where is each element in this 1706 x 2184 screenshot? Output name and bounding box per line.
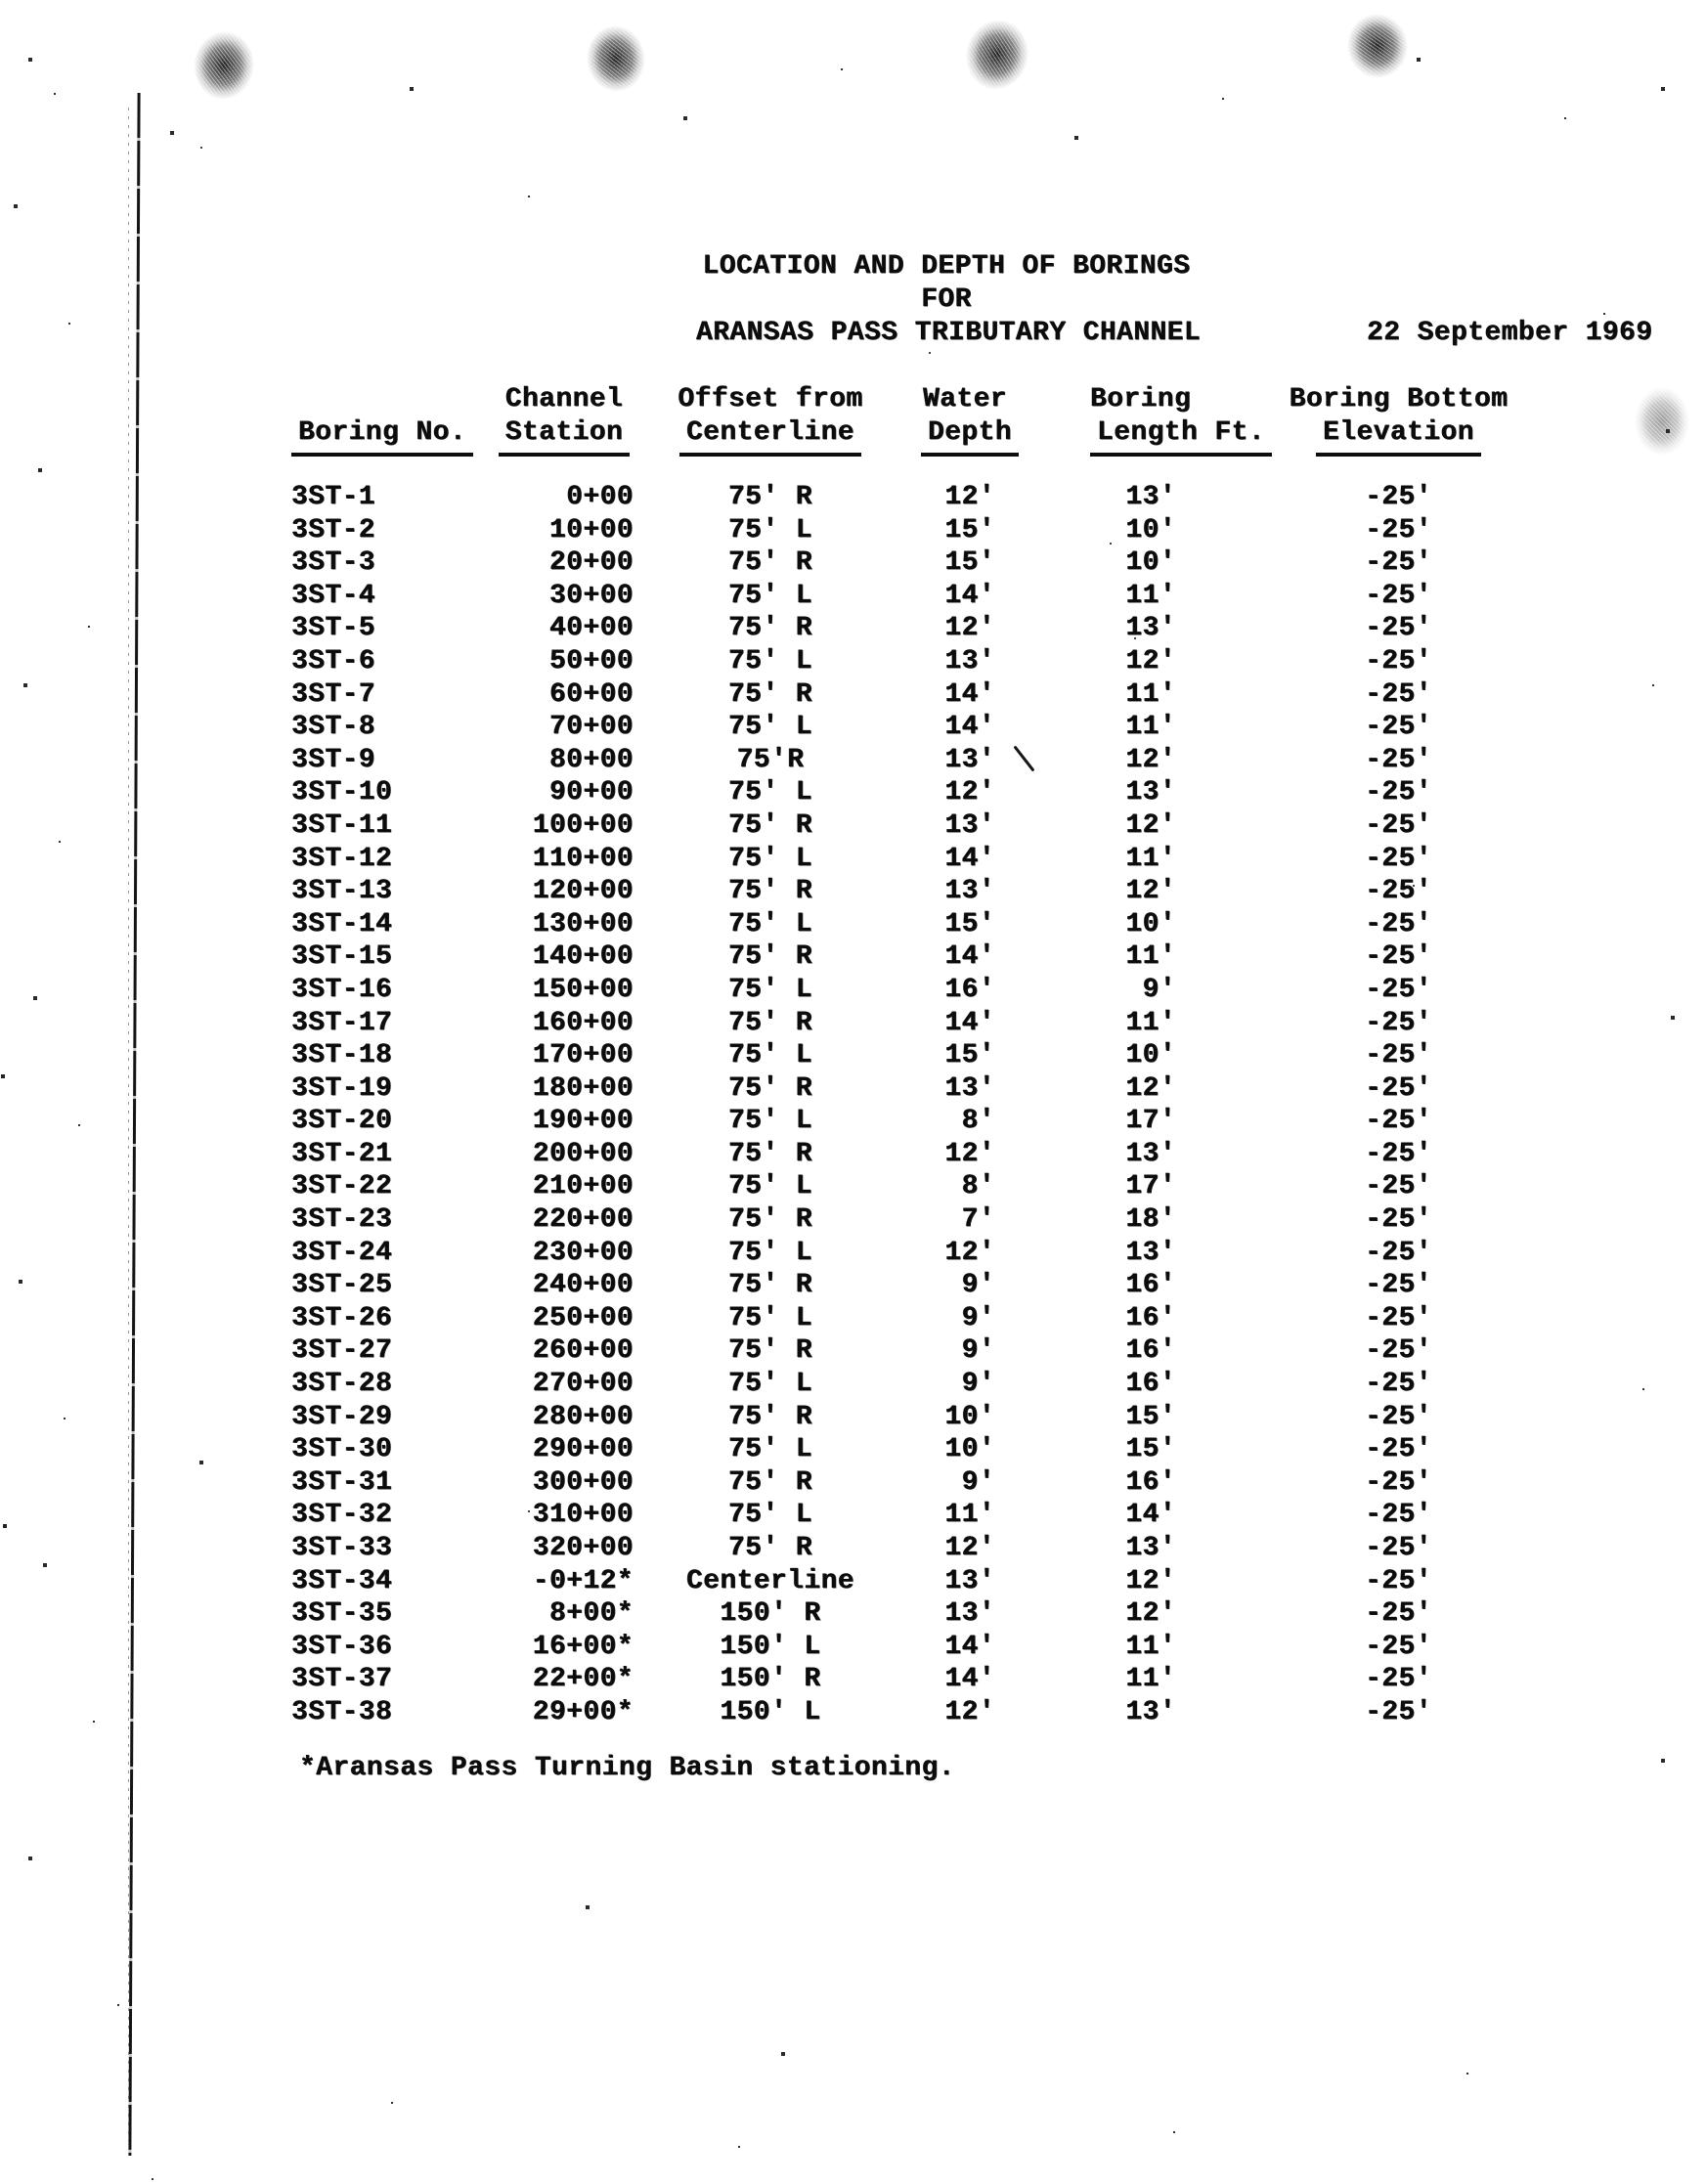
- cell-boring-bottom-elevation: -25': [1365, 613, 1432, 644]
- cell-boring-bottom-elevation: -25': [1365, 547, 1432, 579]
- table-row: [291, 1631, 1621, 1664]
- cell-boring-length: 13': [1125, 777, 1176, 808]
- cell-water-depth: 13': [944, 1072, 995, 1104]
- table-row: [291, 1334, 1621, 1368]
- cell-channel-station: 22+00*: [532, 1664, 634, 1695]
- cell-channel-station: 180+00: [532, 1072, 634, 1104]
- cell-boring-length: 11': [1125, 1631, 1176, 1662]
- table-row: [291, 1368, 1621, 1401]
- cell-water-depth: 8': [961, 1171, 995, 1202]
- cell-water-depth: 15': [944, 908, 995, 939]
- cell-offset-from-centerline: 75' R: [727, 876, 812, 907]
- cell-boring-bottom-elevation: -25': [1365, 1500, 1432, 1531]
- table-row: [291, 514, 1621, 547]
- cell-boring-no: 3ST-21: [291, 1138, 393, 1169]
- title-line-2: FOR: [921, 284, 972, 315]
- table-row: [291, 711, 1621, 744]
- cell-channel-station: 60+00: [548, 678, 634, 710]
- cell-offset-from-centerline: 75' L: [727, 712, 812, 743]
- header-boring-no: Boring No.: [291, 416, 467, 450]
- cell-offset-from-centerline: 75' R: [727, 613, 812, 644]
- cell-water-depth: 13': [944, 1598, 995, 1630]
- table-row: [291, 1302, 1621, 1335]
- cell-water-depth: 12': [944, 1533, 995, 1563]
- cell-boring-bottom-elevation: -25': [1365, 974, 1432, 1005]
- cell-boring-length: 10': [1125, 547, 1176, 579]
- cell-boring-no: 3ST-32: [291, 1500, 393, 1531]
- cell-channel-station: 29+00*: [532, 1696, 634, 1727]
- cell-boring-length: 9': [1142, 974, 1176, 1005]
- cell-channel-station: 50+00: [548, 645, 634, 677]
- cell-boring-no: 3ST-15: [291, 941, 393, 973]
- cell-offset-from-centerline: 75' R: [727, 1204, 812, 1236]
- cell-channel-station: -0+12*: [532, 1565, 634, 1596]
- cell-channel-station: 16+00*: [532, 1631, 634, 1662]
- document-date: 22 September 1969: [1367, 318, 1653, 348]
- cell-boring-bottom-elevation: -25': [1365, 712, 1432, 743]
- cell-boring-bottom-elevation: -25': [1365, 1434, 1432, 1465]
- header-water-line1: Water: [922, 384, 1007, 415]
- cell-channel-station: 220+00: [532, 1204, 634, 1236]
- cell-offset-from-centerline: 75' R: [727, 1533, 812, 1563]
- table-row: [291, 1597, 1621, 1631]
- cell-channel-station: 30+00: [548, 580, 634, 611]
- cell-offset-from-centerline: Centerline: [685, 1565, 855, 1596]
- cell-boring-bottom-elevation: -25': [1365, 1335, 1432, 1367]
- cell-water-depth: 13': [944, 1565, 995, 1596]
- cell-boring-bottom-elevation: -25': [1365, 1204, 1432, 1236]
- cell-boring-length: 12': [1125, 1565, 1176, 1596]
- cell-boring-length: 12': [1125, 809, 1176, 841]
- cell-boring-length: 12': [1125, 876, 1176, 907]
- cell-channel-station: 140+00: [532, 941, 634, 973]
- cell-boring-length: 10': [1125, 1040, 1176, 1071]
- cell-boring-no: 3ST-16: [291, 974, 393, 1005]
- cell-boring-bottom-elevation: -25': [1365, 1072, 1432, 1104]
- cell-water-depth: 15': [944, 547, 995, 579]
- table-row: [291, 875, 1621, 908]
- cell-channel-station: 80+00: [548, 744, 634, 775]
- cell-channel-station: 200+00: [532, 1138, 634, 1169]
- cell-boring-length: 13': [1125, 613, 1176, 644]
- cell-offset-from-centerline: 75' L: [727, 843, 812, 874]
- cell-water-depth: 15': [944, 1040, 995, 1071]
- scan-noise: [0, 0, 2, 2]
- cell-boring-bottom-elevation: -25': [1365, 809, 1432, 841]
- table-row: [291, 1466, 1621, 1500]
- table-row: [291, 1007, 1621, 1040]
- table-row: [291, 1663, 1621, 1696]
- cell-channel-station: 270+00: [532, 1369, 634, 1400]
- cell-boring-bottom-elevation: -25': [1365, 482, 1432, 512]
- table-row: [291, 940, 1621, 974]
- cell-boring-length: 18': [1125, 1204, 1176, 1236]
- cell-water-depth: 12': [944, 482, 995, 512]
- cell-offset-from-centerline: 75' R: [727, 809, 812, 841]
- table-row: [291, 612, 1621, 645]
- cell-boring-no: 3ST-19: [291, 1072, 393, 1104]
- cell-boring-no: 3ST-8: [291, 712, 376, 743]
- cell-channel-station: 290+00: [532, 1434, 634, 1465]
- cell-channel-station: 260+00: [532, 1335, 634, 1367]
- cell-boring-no: 3ST-12: [291, 843, 393, 874]
- cell-water-depth: 15': [944, 514, 995, 546]
- cell-channel-station: 250+00: [532, 1302, 634, 1333]
- header-boring-no-line1: [291, 383, 467, 416]
- cell-channel-station: 100+00: [532, 809, 634, 841]
- cell-channel-station: 130+00: [532, 908, 634, 939]
- cell-boring-bottom-elevation: -25': [1365, 1106, 1432, 1137]
- header-elevation: Elevation: [1176, 416, 1621, 450]
- cell-boring-length: 13': [1125, 1138, 1176, 1169]
- cell-boring-length: 13': [1125, 1696, 1176, 1727]
- scan-smudge: [959, 14, 1035, 96]
- header-offset: Centerline: [634, 416, 907, 450]
- cell-water-depth: 9': [961, 1270, 995, 1301]
- cell-boring-bottom-elevation: -25': [1365, 1401, 1432, 1432]
- cell-boring-length: 11': [1125, 1664, 1176, 1695]
- header-station-line1: Channel: [504, 384, 624, 415]
- cell-boring-no: 3ST-24: [291, 1237, 393, 1268]
- cell-water-depth: 8': [961, 1106, 995, 1137]
- cell-water-depth: 14': [944, 678, 995, 710]
- cell-boring-bottom-elevation: -25': [1365, 777, 1432, 808]
- table-row: [291, 744, 1621, 777]
- cell-channel-station: 160+00: [532, 1007, 634, 1038]
- cell-boring-length: 16': [1125, 1270, 1176, 1301]
- cell-channel-station: 190+00: [532, 1106, 634, 1137]
- cell-boring-bottom-elevation: -25': [1365, 744, 1432, 775]
- table-row: [291, 776, 1621, 809]
- header-offset-line1: Offset from: [678, 384, 863, 415]
- cell-offset-from-centerline: 75' L: [727, 645, 812, 677]
- header-length-line1: Boring: [1090, 384, 1192, 415]
- cell-boring-bottom-elevation: -25': [1365, 1369, 1432, 1400]
- cell-channel-station: 10+00: [548, 514, 634, 546]
- cell-offset-from-centerline: 75' L: [727, 1106, 812, 1137]
- cell-boring-no: 3ST-35: [291, 1598, 393, 1630]
- cell-channel-station: 120+00: [532, 876, 634, 907]
- document-title: [696, 250, 1202, 350]
- cell-offset-from-centerline: 75' R: [727, 1072, 812, 1104]
- table-row: [291, 678, 1621, 712]
- cell-boring-bottom-elevation: -25': [1365, 1302, 1432, 1333]
- table-row: [291, 1237, 1621, 1270]
- cell-boring-no: 3ST-17: [291, 1007, 393, 1038]
- cell-boring-no: 3ST-28: [291, 1369, 393, 1400]
- table-row: [291, 1138, 1621, 1171]
- cell-channel-station: 320+00: [532, 1533, 634, 1563]
- cell-offset-from-centerline: 75' L: [727, 1302, 812, 1333]
- cell-boring-no: 3ST-23: [291, 1204, 393, 1236]
- cell-channel-station: 8+00*: [548, 1598, 634, 1630]
- cell-boring-no: 3ST-26: [291, 1302, 393, 1333]
- cell-boring-no: 3ST-33: [291, 1533, 393, 1563]
- cell-offset-from-centerline: 75' L: [727, 1369, 812, 1400]
- cell-boring-no: 3ST-38: [291, 1696, 393, 1727]
- cell-water-depth: 9': [961, 1302, 995, 1333]
- cell-boring-no: 3ST-18: [291, 1040, 393, 1071]
- table-header-line-2: [291, 416, 1621, 450]
- cell-boring-bottom-elevation: -25': [1365, 1007, 1432, 1038]
- cell-boring-bottom-elevation: -25': [1365, 678, 1432, 710]
- cell-channel-station: 20+00: [548, 547, 634, 579]
- cell-offset-from-centerline: 75' R: [727, 941, 812, 973]
- cell-boring-length: 11': [1125, 843, 1176, 874]
- cell-boring-bottom-elevation: -25': [1365, 514, 1432, 546]
- cell-channel-station: 230+00: [532, 1237, 634, 1268]
- cell-offset-from-centerline: 75' R: [727, 1138, 812, 1169]
- table-row: [291, 1401, 1621, 1434]
- cell-boring-length: 14': [1125, 1500, 1176, 1531]
- cell-offset-from-centerline: 75' R: [727, 1270, 812, 1301]
- cell-boring-length: 15': [1125, 1401, 1176, 1432]
- table-row: [291, 580, 1621, 613]
- cell-boring-no: 3ST-7: [291, 678, 376, 710]
- cell-offset-from-centerline: 75' L: [727, 514, 812, 546]
- cell-channel-station: 110+00: [532, 843, 634, 874]
- cell-boring-no: 3ST-30: [291, 1434, 393, 1465]
- cell-water-depth: 14': [944, 1007, 995, 1038]
- cell-water-depth: 14': [944, 712, 995, 743]
- cell-boring-bottom-elevation: -25': [1365, 908, 1432, 939]
- cell-channel-station: 90+00: [548, 777, 634, 808]
- cell-boring-no: 3ST-22: [291, 1171, 393, 1202]
- cell-water-depth: 13': [944, 809, 995, 841]
- cell-boring-no: 3ST-34: [291, 1565, 393, 1596]
- header-elevation-line1: Boring Bottom: [1289, 384, 1509, 415]
- cell-boring-bottom-elevation: -25': [1365, 1565, 1432, 1596]
- cell-boring-length: 17': [1125, 1106, 1176, 1137]
- table-row: [291, 1433, 1621, 1466]
- table-row: [291, 1269, 1621, 1302]
- cell-boring-length: 12': [1125, 645, 1176, 677]
- cell-boring-bottom-elevation: -25': [1365, 1696, 1432, 1727]
- scan-smudge: [189, 27, 258, 104]
- table-header: [291, 383, 1621, 450]
- cell-boring-length: 11': [1125, 941, 1176, 973]
- cell-boring-length: 16': [1125, 1302, 1176, 1333]
- cell-channel-station: 0+00: [566, 482, 634, 512]
- cell-boring-bottom-elevation: -25': [1365, 1237, 1432, 1268]
- table-row: [291, 1499, 1621, 1532]
- cell-water-depth: 10': [944, 1434, 995, 1465]
- table-row: [291, 1203, 1621, 1237]
- cell-boring-length: 12': [1125, 744, 1176, 775]
- cell-offset-from-centerline: 75' R: [727, 1401, 812, 1432]
- cell-boring-bottom-elevation: -25': [1365, 1270, 1432, 1301]
- cell-water-depth: 9': [961, 1335, 995, 1367]
- table-row: [291, 1696, 1621, 1729]
- cell-water-depth: 13': [944, 876, 995, 907]
- cell-water-depth: 7': [961, 1204, 995, 1236]
- cell-offset-from-centerline: 75' R: [727, 678, 812, 710]
- cell-water-depth: 12': [944, 777, 995, 808]
- cell-water-depth: 9': [961, 1369, 995, 1400]
- cell-boring-no: 3ST-25: [291, 1270, 393, 1301]
- cell-channel-station: 240+00: [532, 1270, 634, 1301]
- cell-boring-no: 3ST-9: [291, 744, 376, 775]
- cell-offset-from-centerline: 150' L: [720, 1631, 821, 1662]
- cell-boring-length: 16': [1125, 1335, 1176, 1367]
- cell-boring-no: 3ST-36: [291, 1631, 393, 1662]
- cell-offset-from-centerline: 75' R: [727, 1335, 812, 1367]
- cell-water-depth: 14': [944, 1664, 995, 1695]
- cell-boring-no: 3ST-29: [291, 1401, 393, 1432]
- table-row: [291, 1105, 1621, 1138]
- cell-water-depth: 10': [944, 1401, 995, 1432]
- table-row: [291, 546, 1621, 580]
- cell-channel-station: 170+00: [532, 1040, 634, 1071]
- cell-boring-no: 3ST-2: [291, 514, 376, 546]
- cell-boring-length: 17': [1125, 1171, 1176, 1202]
- cell-offset-from-centerline: 75' R: [727, 482, 812, 512]
- cell-boring-bottom-elevation: -25': [1365, 1664, 1432, 1695]
- scan-smudge: [584, 22, 649, 95]
- cell-offset-from-centerline: 150' R: [720, 1598, 821, 1630]
- title-line-1: LOCATION AND DEPTH OF BORINGS: [702, 251, 1191, 282]
- cell-boring-no: 3ST-14: [291, 908, 393, 939]
- table-body: [291, 481, 1621, 1729]
- cell-water-depth: 9': [961, 1466, 995, 1498]
- cell-boring-bottom-elevation: -25': [1365, 1533, 1432, 1563]
- cell-offset-from-centerline: 75' L: [727, 580, 812, 611]
- cell-boring-length: 16': [1125, 1369, 1176, 1400]
- cell-offset-from-centerline: 75' L: [727, 1500, 812, 1531]
- cell-boring-bottom-elevation: -25': [1365, 580, 1432, 611]
- header-length: Length Ft.: [995, 416, 1176, 450]
- cell-boring-length: 16': [1125, 1466, 1176, 1498]
- cell-offset-from-centerline: 75' L: [727, 1040, 812, 1071]
- cell-channel-station: 70+00: [548, 712, 634, 743]
- table-row: [291, 1565, 1621, 1598]
- table-row: [291, 1072, 1621, 1106]
- cell-boring-length: 15': [1125, 1434, 1176, 1465]
- cell-boring-length: 12': [1125, 1598, 1176, 1630]
- cell-boring-bottom-elevation: -25': [1365, 1631, 1432, 1662]
- cell-offset-from-centerline: 75'R: [736, 744, 805, 775]
- cell-boring-length: 13': [1125, 1533, 1176, 1563]
- cell-boring-length: 13': [1125, 482, 1176, 512]
- cell-boring-bottom-elevation: -25': [1365, 1138, 1432, 1169]
- cell-water-depth: 13': [944, 744, 995, 775]
- cell-boring-no: 3ST-11: [291, 809, 393, 841]
- cell-boring-length: 12': [1125, 1072, 1176, 1104]
- cell-water-depth: 14': [944, 843, 995, 874]
- cell-offset-from-centerline: 150' L: [720, 1696, 821, 1727]
- table-header-line-1: [291, 383, 1621, 416]
- table-row: [291, 974, 1621, 1007]
- table-row: [291, 1532, 1621, 1565]
- cell-boring-length: 10': [1125, 908, 1176, 939]
- cell-channel-station: 210+00: [532, 1171, 634, 1202]
- cell-offset-from-centerline: 75' L: [727, 1434, 812, 1465]
- cell-boring-no: 3ST-5: [291, 613, 376, 644]
- cell-boring-no: 3ST-37: [291, 1664, 393, 1695]
- table-row: [291, 843, 1621, 876]
- cell-boring-bottom-elevation: -25': [1365, 941, 1432, 973]
- cell-water-depth: 12': [944, 1138, 995, 1169]
- cell-channel-station: 40+00: [548, 613, 634, 644]
- cell-offset-from-centerline: 75' L: [727, 974, 812, 1005]
- page-fold-line-dots: [128, 108, 129, 2141]
- cell-boring-no: 3ST-20: [291, 1106, 393, 1137]
- cell-channel-station: 280+00: [532, 1401, 634, 1432]
- cell-boring-bottom-elevation: -25': [1365, 1466, 1432, 1498]
- cell-offset-from-centerline: 75' R: [727, 547, 812, 579]
- cell-boring-no: 3ST-31: [291, 1466, 393, 1498]
- header-water: Depth: [921, 416, 1009, 450]
- cell-offset-from-centerline: 75' R: [727, 1007, 812, 1038]
- cell-boring-no: 3ST-4: [291, 580, 376, 611]
- cell-boring-bottom-elevation: -25': [1365, 1598, 1432, 1630]
- header-station: Station: [481, 416, 647, 450]
- cell-water-depth: 14': [944, 941, 995, 973]
- cell-boring-length: 13': [1125, 1237, 1176, 1268]
- cell-boring-length: 11': [1125, 1007, 1176, 1038]
- cell-water-depth: 12': [944, 1696, 995, 1727]
- cell-water-depth: 11': [944, 1500, 995, 1531]
- cell-channel-station: 300+00: [532, 1466, 634, 1498]
- cell-boring-bottom-elevation: -25': [1365, 645, 1432, 677]
- cell-boring-length: 10': [1125, 514, 1176, 546]
- cell-boring-no: 3ST-27: [291, 1335, 393, 1367]
- table-row: [291, 809, 1621, 843]
- cell-boring-bottom-elevation: -25': [1365, 1040, 1432, 1071]
- scan-smudge: [1342, 9, 1414, 83]
- table-row: [291, 1039, 1621, 1072]
- cell-water-depth: 13': [944, 645, 995, 677]
- table-row: [291, 481, 1621, 514]
- cell-water-depth: 14': [944, 580, 995, 611]
- cell-boring-no: 3ST-13: [291, 876, 393, 907]
- cell-offset-from-centerline: 150' R: [720, 1664, 821, 1695]
- cell-offset-from-centerline: 75' L: [727, 1237, 812, 1268]
- cell-water-depth: 12': [944, 1237, 995, 1268]
- cell-offset-from-centerline: 75' R: [727, 1466, 812, 1498]
- cell-boring-no: 3ST-3: [291, 547, 376, 579]
- cell-water-depth: 16': [944, 974, 995, 1005]
- cell-boring-bottom-elevation: -25': [1365, 876, 1432, 907]
- cell-water-depth: 12': [944, 613, 995, 644]
- page-fold-line: [128, 93, 140, 2156]
- cell-offset-from-centerline: 75' L: [727, 1171, 812, 1202]
- table-row: [291, 645, 1621, 678]
- title-line-3: ARANSAS PASS TRIBUTARY CHANNEL: [696, 318, 1202, 348]
- cell-boring-bottom-elevation: -25': [1365, 1171, 1432, 1202]
- cell-boring-no: 3ST-1: [291, 482, 376, 512]
- cell-boring-length: 11': [1125, 712, 1176, 743]
- cell-boring-no: 3ST-6: [291, 645, 376, 677]
- cell-channel-station: 310+00: [532, 1500, 634, 1531]
- cell-offset-from-centerline: 75' L: [727, 908, 812, 939]
- cell-offset-from-centerline: 75' L: [727, 777, 812, 808]
- cell-water-depth: 14': [944, 1631, 995, 1662]
- scan-smudge: [1635, 387, 1689, 456]
- cell-boring-no: 3ST-10: [291, 777, 393, 808]
- table-row: [291, 908, 1621, 941]
- cell-boring-bottom-elevation: -25': [1365, 843, 1432, 874]
- cell-channel-station: 150+00: [532, 974, 634, 1005]
- table-row: [291, 1170, 1621, 1203]
- cell-boring-length: 11': [1125, 678, 1176, 710]
- cell-boring-length: 11': [1125, 580, 1176, 611]
- footnote: *Aransas Pass Turning Basin stationing.: [299, 1753, 955, 1783]
